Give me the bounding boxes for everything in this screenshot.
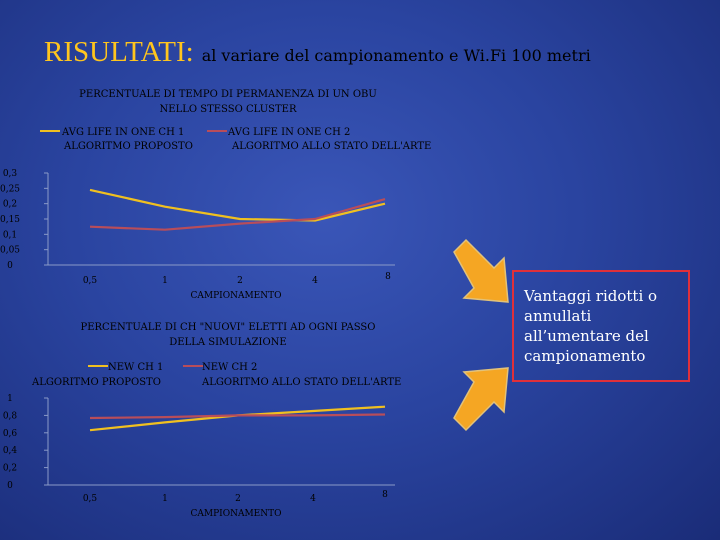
y-tick-label: 0,8 [2, 411, 18, 422]
y-tick-label: 0,4 [2, 446, 18, 457]
x-tick-label: 1 [162, 276, 168, 286]
x-tick-label: 2 [235, 494, 241, 504]
legend-label: ALGORITMO ALLO STATO DELL'ARTE [202, 377, 402, 388]
x-axis-label: CAMPIONAMENTO [190, 291, 282, 301]
y-tick-label: 0,2 [2, 463, 18, 474]
y-tick-label: 0,25 [0, 184, 21, 195]
chart-title-line: NELLO STESSO CLUSTER [159, 104, 297, 115]
y-tick-label: 0,6 [2, 428, 18, 439]
x-tick-label: 4 [312, 276, 318, 286]
x-tick-label: 8 [385, 272, 391, 282]
legend-label: ALGORITMO PROPOSTO [64, 141, 193, 152]
x-tick-label: 4 [310, 494, 316, 504]
slide-title-main: RISULTATI: [44, 36, 194, 68]
y-tick-label: 1 [7, 394, 13, 404]
y-tick-label: 0 [7, 481, 13, 491]
legend-label: ALGORITMO ALLO STATO DELL'ARTE [232, 141, 432, 152]
y-tick-label: 0,1 [2, 230, 18, 241]
chart-title-line: DELLA SIMULAZIONE [169, 337, 287, 348]
y-tick-label: 0,2 [2, 199, 18, 210]
x-tick-label: 8 [382, 490, 388, 500]
x-tick-label: 0,5 [82, 494, 98, 504]
y-tick-label: 0 [7, 261, 13, 271]
chart-title-line: PERCENTUALE DI TEMPO DI PERMANENZA DI UN OBU [79, 89, 377, 100]
legend-label: AVG LIFE IN ONE CH 2 [228, 127, 351, 138]
slide-title-subtitle: al variare del campionamento e Wi.Fi 100 metri [201, 46, 591, 65]
y-tick-label: 0,15 [0, 215, 21, 225]
callout-box: Vantaggi ridotti o annullati all’umentare del campionamento [512, 270, 690, 382]
legend-label: NEW CH 2 [202, 362, 258, 373]
chart-title-line: PERCENTUALE DI CH "NUOVI" ELETTI AD OGNI PASSO [80, 322, 376, 333]
x-tick-label: 2 [237, 276, 243, 286]
arrow-down-right-icon [454, 240, 508, 302]
arrow-up-right-icon [454, 368, 508, 430]
legend-label: AVG LIFE IN ONE CH 1 [62, 127, 185, 138]
legend-label: ALGORITMO PROPOSTO [32, 377, 161, 388]
x-tick-label: 0,5 [82, 276, 98, 286]
legend-label: NEW CH 1 [108, 362, 164, 373]
y-tick-label: 0,05 [0, 245, 21, 256]
x-tick-label: 1 [162, 494, 168, 504]
x-axis-label: CAMPIONAMENTO [190, 509, 282, 519]
y-tick-label: 0,3 [2, 169, 18, 179]
